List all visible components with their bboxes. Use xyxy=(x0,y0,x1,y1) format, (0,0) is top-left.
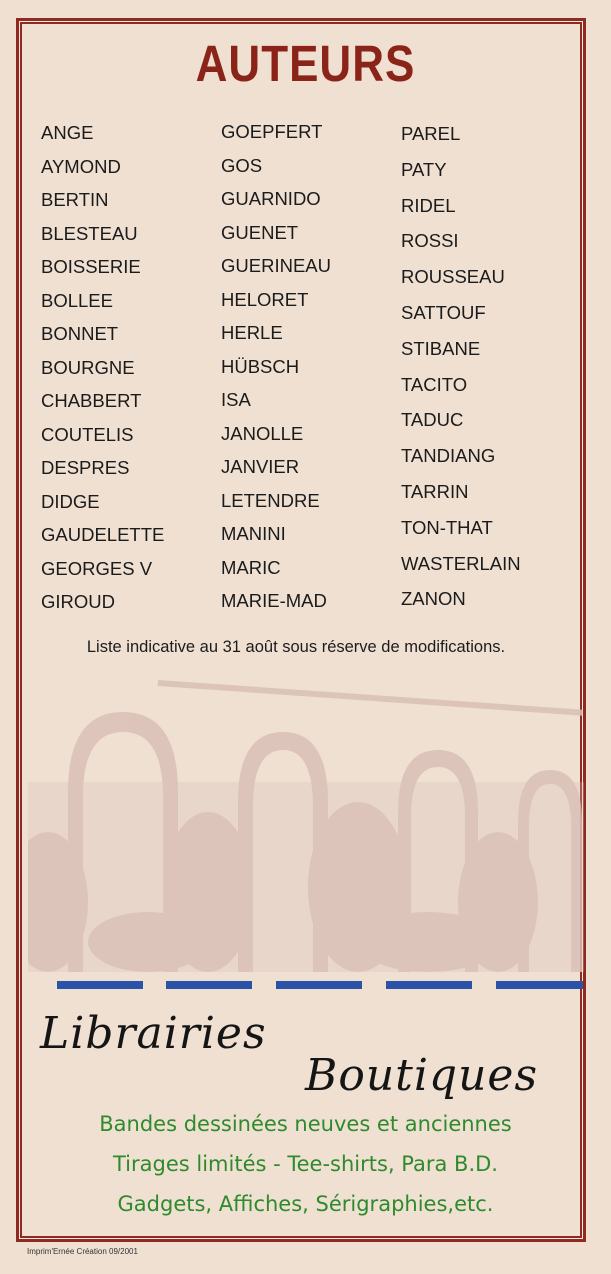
author-name: BONNET xyxy=(41,323,119,344)
author-name: MANINI xyxy=(221,523,286,544)
dashed-divider xyxy=(57,981,587,989)
author-name: COUTELIS xyxy=(41,423,134,445)
imprint-credit: Imprim'Ernée Création 09/2001 xyxy=(27,1247,138,1256)
author-name: STIBANE xyxy=(401,337,481,359)
divider-dash xyxy=(386,981,472,989)
author-name: ROUSSEAU xyxy=(401,266,505,288)
author-name: GUENET xyxy=(221,221,299,243)
author-name: DESPRES xyxy=(41,457,130,478)
author-name: PATY xyxy=(401,158,447,180)
author-name: WASTERLAIN xyxy=(401,552,521,574)
divider-dash xyxy=(166,981,252,989)
author-name: GUARNIDO xyxy=(221,188,321,209)
author-column-1 xyxy=(41,116,164,619)
author-name: AYMOND xyxy=(41,155,121,177)
author-name: LETENDRE xyxy=(221,489,320,511)
divider-dash xyxy=(496,981,583,989)
divider-dash xyxy=(276,981,362,989)
author-name: DIDGE xyxy=(41,490,100,512)
author-name: JANVIER xyxy=(221,456,300,477)
divider-dash xyxy=(57,981,143,989)
service-line: Bandes dessinées neuves et anciennes xyxy=(99,1112,512,1136)
author-name: BOLLEE xyxy=(41,289,113,311)
author-name: TACITO xyxy=(401,373,468,395)
disclaimer-note: Liste indicative au 31 août sous réserve de modifications. xyxy=(86,638,506,656)
author-name: GEORGES V xyxy=(41,557,153,579)
author-name: BLESTEAU xyxy=(41,222,138,244)
author-name: PAREL xyxy=(401,123,461,144)
author-column-3 xyxy=(401,116,521,617)
author-name: TARRIN xyxy=(401,480,469,502)
author-name: ZANON xyxy=(401,588,466,610)
script-heading-librairies: Librairies xyxy=(40,1008,267,1059)
author-name: ISA xyxy=(221,389,251,410)
author-name: HELORET xyxy=(221,288,309,310)
author-name: BERTIN xyxy=(41,189,109,210)
author-name: MARIE-MAD xyxy=(221,590,327,611)
author-name: GOEPFERT xyxy=(221,121,323,142)
author-name: RIDEL xyxy=(401,194,456,216)
author-name: BOISSERIE xyxy=(41,256,141,277)
page-title: AUTEURS xyxy=(195,36,416,93)
author-name: TADUC xyxy=(401,409,464,431)
service-line: Tirages limités - Tee-shirts, Para B.D. xyxy=(113,1152,498,1176)
author-name: GUERINEAU xyxy=(221,255,331,276)
author-name: GIROUD xyxy=(41,591,115,612)
author-name: SATTOUF xyxy=(401,301,486,323)
author-name: BOURGNE xyxy=(41,356,135,378)
author-name: TON-THAT xyxy=(401,516,493,538)
aqueduct-illustration xyxy=(28,672,584,972)
author-name: TANDIANG xyxy=(401,445,496,467)
author-name: GAUDELETTE xyxy=(41,524,165,545)
author-name: ROSSI xyxy=(401,230,459,252)
script-heading-boutiques: Boutiques xyxy=(305,1050,539,1101)
author-name: JANOLLE xyxy=(221,422,304,444)
author-column-2 xyxy=(221,115,331,618)
author-name: HERLE xyxy=(221,322,283,343)
author-name: HÜBSCH xyxy=(221,355,300,377)
author-name: MARIC xyxy=(221,556,281,578)
service-line: Gadgets, Affiches, Sérigraphies,etc. xyxy=(117,1192,494,1216)
author-name: CHABBERT xyxy=(41,390,142,411)
author-name: ANGE xyxy=(41,122,94,143)
author-name: GOS xyxy=(221,154,263,176)
